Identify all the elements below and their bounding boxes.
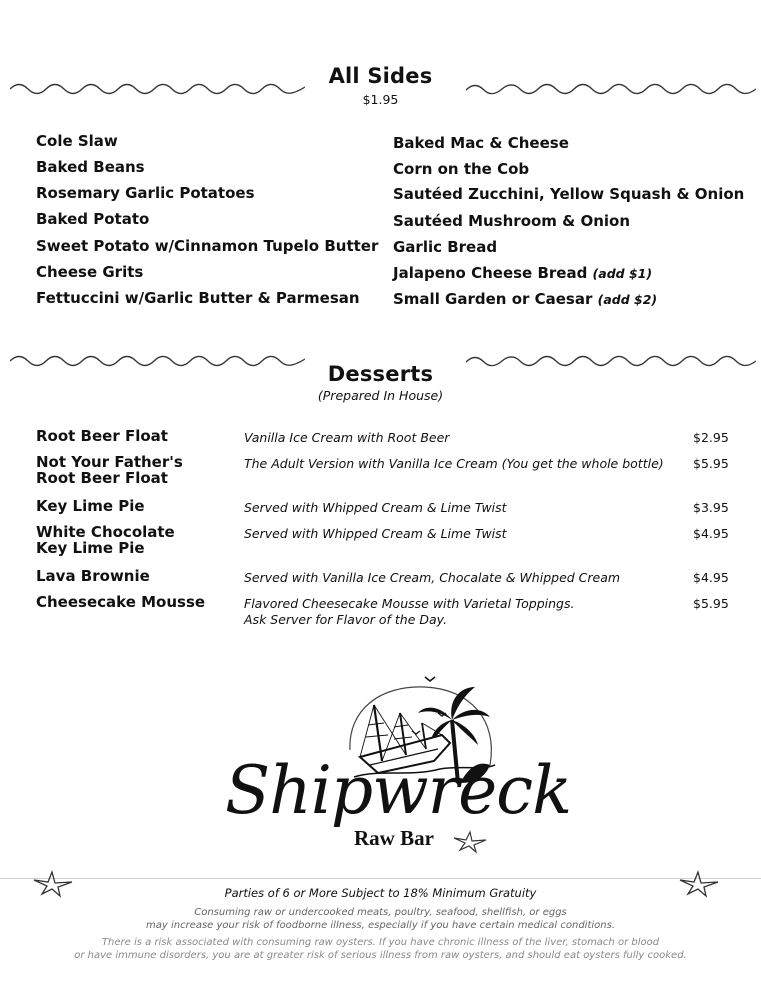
side-item <box>36 210 149 228</box>
consumer-warning-line: may increase your risk of foodborne illness, especially if you have certain medical conditions. <box>145 920 615 931</box>
dessert-description: Served with Vanilla Ice Cream, Chocalate & Whipped Cream <box>244 570 621 585</box>
side-item-name: Fettuccini w/Garlic Butter & Parmesan <box>36 289 360 307</box>
side-item <box>393 264 652 282</box>
side-item-name: Corn on the Cob <box>393 160 530 178</box>
dessert-name: Root Beer Float <box>36 427 168 445</box>
side-item-name: Small Garden or Caesar <box>393 290 593 308</box>
side-item-name: Baked Beans <box>36 158 145 176</box>
dessert-price: $3.95 <box>693 500 729 515</box>
dessert-name: Lava Brownie <box>36 567 150 585</box>
footer-divider <box>0 878 761 879</box>
side-item-name: Garlic Bread <box>393 238 498 256</box>
desserts-subtitle: (Prepared In House) <box>317 388 444 403</box>
side-item-addon: (add $2) <box>597 292 658 307</box>
side-item-name: Baked Potato <box>36 210 150 228</box>
logo-tagline: Raw Bar <box>354 826 434 850</box>
dessert-name: Not Your Father's Root Beer Float <box>36 453 183 487</box>
oyster-warning-line: There is a risk associated with consuming raw oysters. If you have chronic illness of the liver, stomach or blood <box>101 937 660 948</box>
consumer-warning-line: Consuming raw or undercooked meats, poultry, seafood, shellfish, or eggs <box>194 907 567 918</box>
side-item-name: Baked Mac & Cheese <box>393 134 569 152</box>
sides-price: $1.95 <box>362 92 399 107</box>
logo-script-name: Shipwreck <box>225 752 572 829</box>
dessert-description: The Adult Version with Vanilla Ice Cream (You get the whole bottle) <box>244 456 664 471</box>
side-item <box>36 237 378 255</box>
desserts-title: Desserts <box>327 362 434 386</box>
side-item <box>393 134 569 152</box>
side-item <box>36 132 118 150</box>
starfish-icon <box>450 828 490 854</box>
side-item-name: Rosemary Garlic Potatoes <box>36 184 255 202</box>
dessert-name: White Chocolate Key Lime Pie <box>36 523 175 557</box>
dessert-price: $5.95 <box>693 456 729 471</box>
side-item-addon: (add $1) <box>592 266 653 281</box>
side-item-name: Jalapeno Cheese Bread <box>393 264 588 282</box>
dessert-description: Served with Whipped Cream & Lime Twist <box>244 526 507 541</box>
dessert-description: Served with Whipped Cream & Lime Twist <box>244 500 507 515</box>
side-item <box>393 238 497 256</box>
side-item <box>393 212 630 230</box>
side-item <box>36 289 360 307</box>
side-item <box>393 290 657 308</box>
side-item <box>393 160 529 178</box>
side-item-name: Cheese Grits <box>36 263 144 281</box>
sides-title: All Sides <box>328 64 433 88</box>
side-item <box>36 263 143 281</box>
side-item <box>393 185 744 203</box>
gratuity-notice: Parties of 6 or More Subject to 18% Minimum Gratuity <box>224 886 537 900</box>
side-item-name: Sweet Potato w/Cinnamon Tupelo Butter <box>36 237 379 255</box>
side-item-name: Sautéed Zucchini, Yellow Squash & Onion <box>393 185 745 203</box>
oyster-warning-line: or have immune disorders, you are at greater risk of serious illness from raw oysters, and should eat oysters fully cooked. <box>74 950 687 961</box>
side-item <box>36 158 145 176</box>
dessert-price: $5.95 <box>693 596 729 611</box>
dessert-name: Cheesecake Mousse <box>36 593 206 611</box>
dessert-description: Vanilla Ice Cream with Root Beer <box>244 430 450 445</box>
dessert-price: $4.95 <box>693 570 729 585</box>
side-item <box>36 184 255 202</box>
dessert-description: Flavored Cheesecake Mousse with Varietal Toppings. Ask Server for Flavor of the Day. <box>244 596 575 627</box>
dessert-price: $2.95 <box>693 430 729 445</box>
dessert-name: Key Lime Pie <box>36 497 145 515</box>
side-item-name: Cole Slaw <box>36 132 118 150</box>
dessert-price: $4.95 <box>693 526 729 541</box>
side-item-name: Sautéed Mushroom & Onion <box>393 212 631 230</box>
